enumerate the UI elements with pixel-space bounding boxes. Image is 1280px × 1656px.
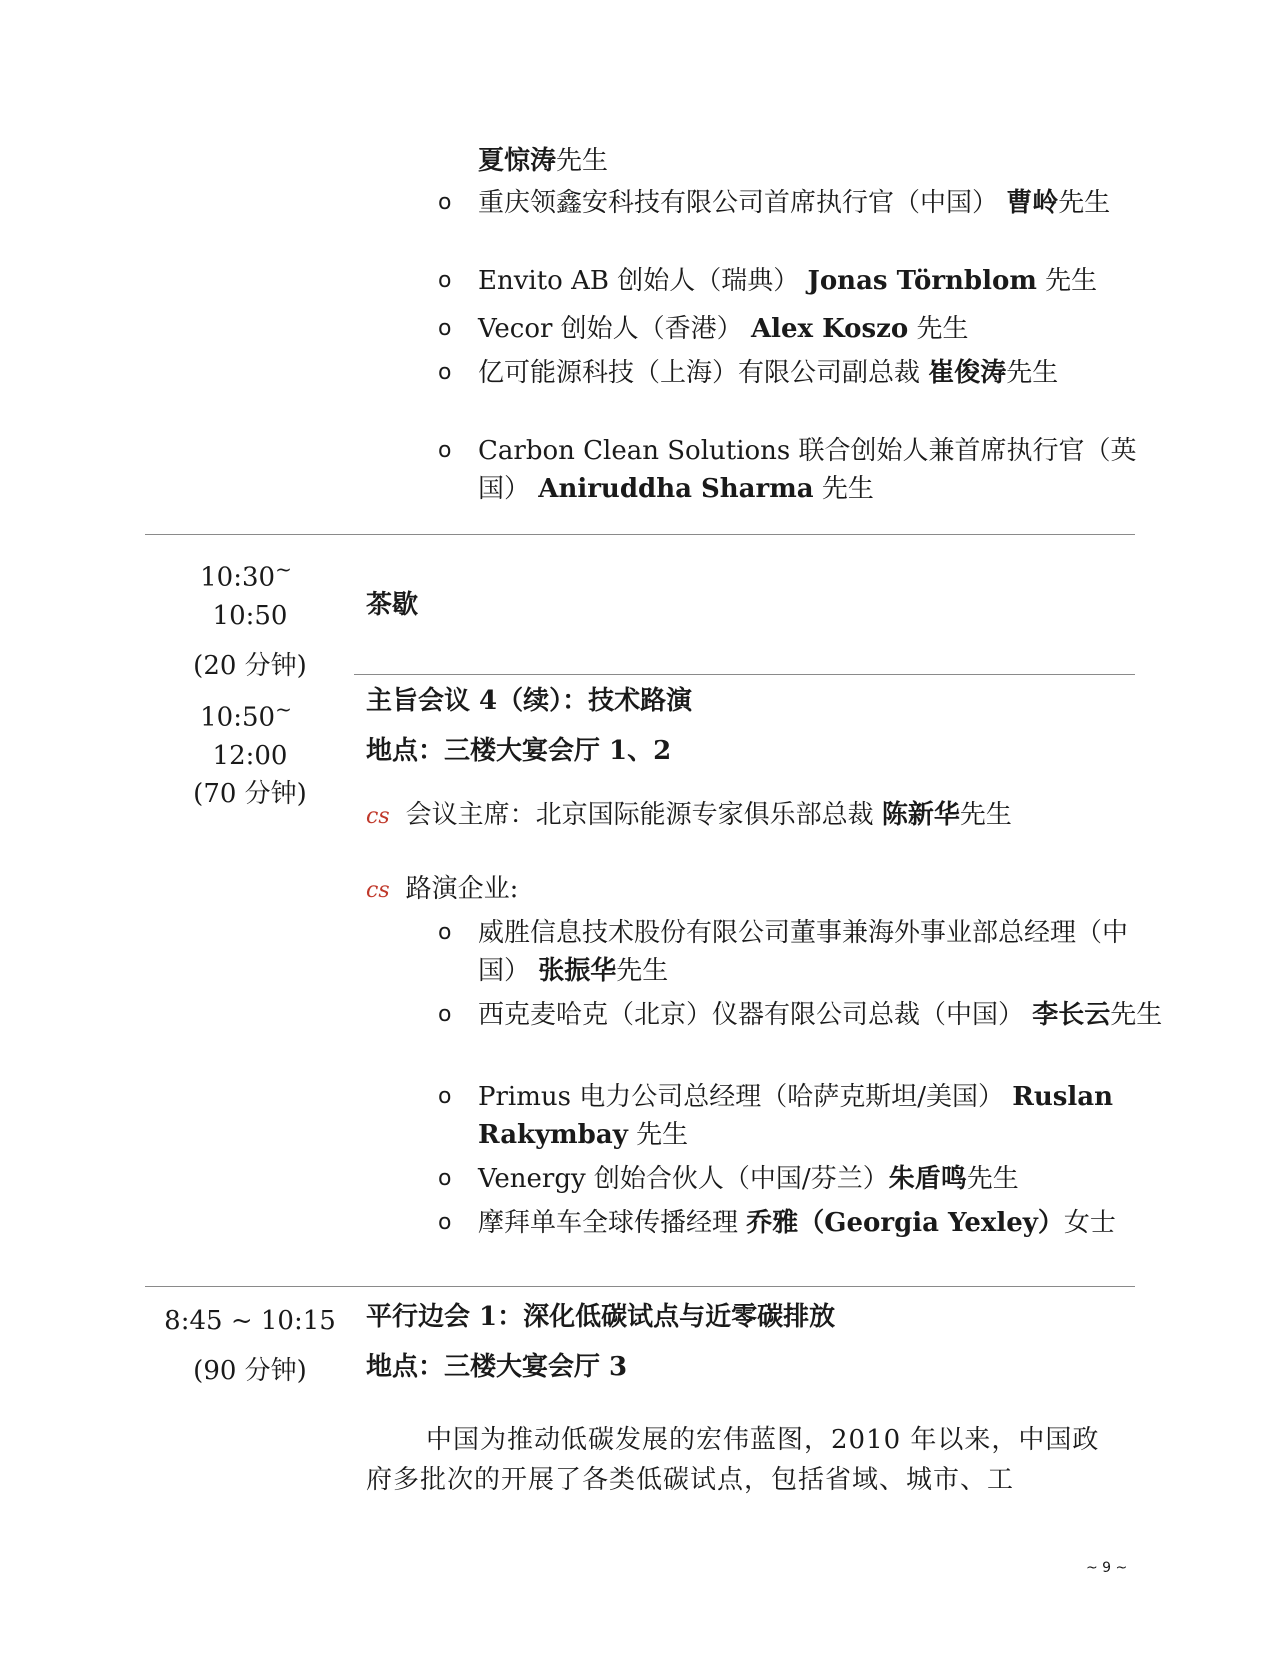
item-text: 亿可能源科技（上海）有限公司副总裁 xyxy=(478,358,921,388)
page-number: ~ 9 ~ xyxy=(1086,1560,1128,1576)
speaker-name: 曹岭 xyxy=(1006,188,1059,218)
speaker-title: 女士 xyxy=(1063,1208,1116,1238)
speaker-name: 李长云 xyxy=(1032,1000,1111,1030)
bullet-icon: o xyxy=(438,268,452,293)
bullet-icon: o xyxy=(438,316,452,341)
speaker-name: 朱盾鸣 xyxy=(888,1164,967,1194)
item-text: 威胜信息技术股份有限公司董事兼海外事业部总经理（中国） xyxy=(478,918,1129,986)
item-text: Carbon Clean Solutions 联合创始人兼首席执行官（英国） xyxy=(478,436,1137,504)
ornament-icon: cs xyxy=(366,804,390,829)
parallel-time xyxy=(150,1302,350,1390)
session-chair xyxy=(366,796,1012,836)
time-range: 8:45 ~ 10:15 xyxy=(164,1306,336,1336)
bullet-icon: o xyxy=(438,1210,452,1235)
speaker-title: 先生 xyxy=(821,474,874,504)
speaker-title: 先生 xyxy=(966,1164,1019,1194)
session-title: 平行边会 1：深化低碳试点与近零碳排放 xyxy=(366,1302,836,1332)
item-text: Venergy 创始合伙人（中国/芬兰） xyxy=(478,1164,889,1194)
time-start: 10:30 xyxy=(200,562,276,593)
speaker-name: Ruslan Rakymbay xyxy=(478,1082,1114,1150)
chair-title: 先生 xyxy=(959,800,1012,830)
speaker-title: 先生 xyxy=(1006,358,1059,388)
bullet-icon: o xyxy=(438,360,452,385)
duration: (90 分钟) xyxy=(193,1356,307,1386)
bullet-icon: o xyxy=(438,1084,452,1109)
bullet-icon: o xyxy=(438,1166,452,1191)
item-text: 西克麦哈克（北京）仪器有限公司总裁（中国） xyxy=(478,1000,1025,1030)
tea-break-title: 茶歇 xyxy=(366,590,419,620)
speaker-name: Aniruddha Sharma xyxy=(538,474,814,504)
speaker-name: 乔雅（Georgia Yexley） xyxy=(746,1208,1064,1238)
tilde-glyph: ~ xyxy=(275,557,292,581)
session-location: 地点：三楼大宴会厅 1、2 xyxy=(366,736,672,766)
tilde-glyph: ~ xyxy=(275,697,292,721)
speaker-title: 先生 xyxy=(636,1120,689,1150)
session-title: 主旨会议 4（续）：技术路演 xyxy=(366,686,693,716)
speaker-title: 先生 xyxy=(1045,266,1098,296)
speaker-title: 先生 xyxy=(556,146,609,176)
session-location: 地点：三楼大宴会厅 3 xyxy=(366,1352,628,1382)
row-divider xyxy=(145,534,1135,535)
speaker-name: Alex Koszo xyxy=(750,314,909,344)
bullet-icon: o xyxy=(438,920,452,945)
item-text: 摩拜单车全球传播经理 xyxy=(478,1208,739,1238)
item-text: Primus 电力公司总经理（哈萨克斯坦/美国） xyxy=(478,1082,1005,1112)
tea-break-time xyxy=(180,550,320,685)
item-text: Envito AB 创始人（瑞典） xyxy=(478,266,800,296)
time-end: 12:00 xyxy=(212,740,288,771)
speaker-name: 崔俊涛 xyxy=(928,358,1007,388)
duration: (20 分钟) xyxy=(193,650,307,681)
chair-name: 陈新华 xyxy=(881,800,960,830)
speaker-name: 张振华 xyxy=(538,956,617,986)
session-description: 中国为推动低碳发展的宏伟蓝图，2010 年以来，中国政府多批次的开展了各类低碳试点，包括省域、城市、工 xyxy=(366,1425,1100,1495)
row-divider xyxy=(145,1286,1135,1287)
time-start: 10:50 xyxy=(200,702,276,733)
roadshow-heading xyxy=(366,870,518,910)
speaker-name: Jonas Törnblom xyxy=(807,266,1037,296)
bullet-icon: o xyxy=(438,1002,452,1027)
bullet-icon: o xyxy=(438,190,452,215)
roadshow-label: 路演企业: xyxy=(405,874,519,904)
bullet-icon: o xyxy=(438,438,452,463)
ornament-icon: cs xyxy=(366,878,390,903)
speaker-title: 先生 xyxy=(616,956,669,986)
speaker-title: 先生 xyxy=(916,314,969,344)
duration: (70 分钟) xyxy=(193,778,307,809)
row-divider xyxy=(354,674,1135,675)
speaker-name: 夏惊涛 xyxy=(478,146,557,176)
chair-label: 会议主席：北京国际能源专家俱乐部总裁 xyxy=(405,800,874,830)
speaker-title: 先生 xyxy=(1110,1000,1163,1030)
keynote-time xyxy=(180,690,320,813)
speaker-title: 先生 xyxy=(1058,188,1111,218)
time-end: 10:50 xyxy=(212,600,288,631)
item-text: 重庆领鑫安科技有限公司首席执行官（中国） xyxy=(478,188,999,218)
item-text: Vecor 创始人（香港） xyxy=(478,314,743,344)
